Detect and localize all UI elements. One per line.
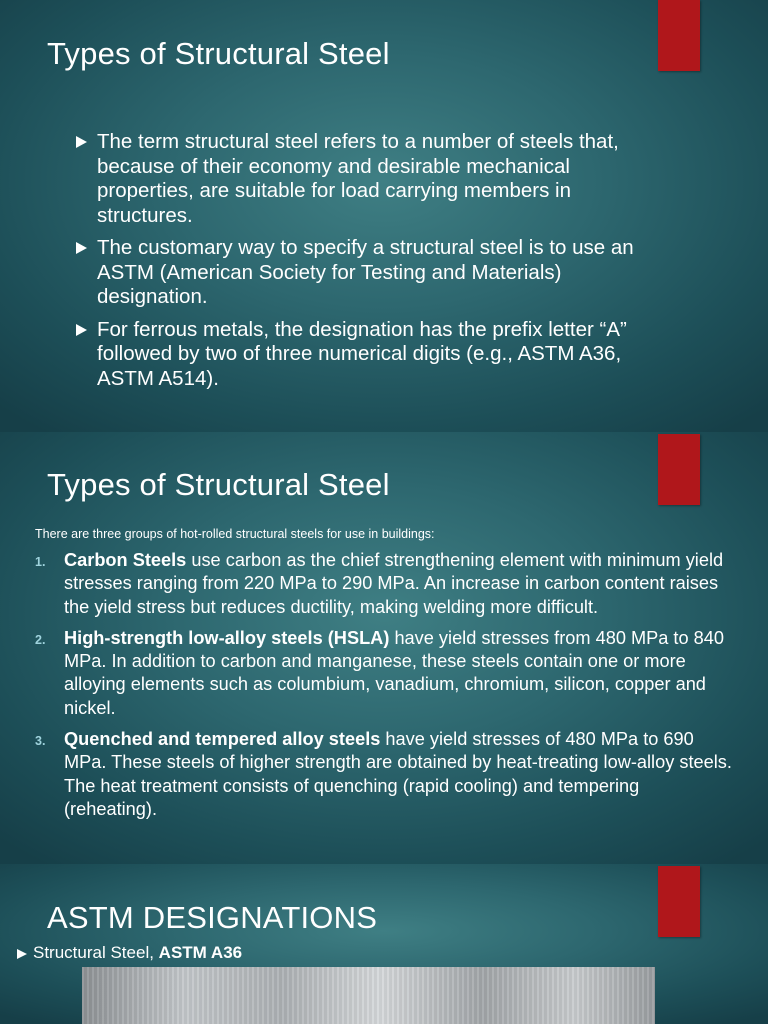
- item-heading: High-strength low-alloy steels (HSLA): [64, 627, 390, 648]
- item-text: have yield stresses from 480 MPa to 840 MPa. In addition to carbon and manganese, these steels contain one or more alloying elements such as columbium, vanadium, chromium, silicon, copper and nickel.: [64, 627, 725, 718]
- numbered-item: [35, 728, 735, 821]
- item-heading: Carbon Steels: [64, 550, 187, 570]
- slide-3: [0, 864, 768, 1024]
- item-number: 3.: [35, 734, 46, 749]
- slide-title: ASTM DESIGNATIONS: [47, 900, 378, 935]
- bullet-list: [76, 130, 636, 399]
- numbered-item: [35, 549, 735, 619]
- bullet-text: The customary way to specify a structural steel is to use an ASTM (American Society for Testing and Materials) designation.: [97, 236, 634, 308]
- steel-section-image: [82, 967, 655, 1024]
- accent-bar: [658, 434, 700, 505]
- bullet-text: Structural Steel,: [33, 943, 159, 962]
- bullet-text: For ferrous metals, the designation has the prefix letter “A” followed by two of three numerical digits (e.g., ASTM A36, ASTM A514).: [97, 317, 627, 390]
- bullet-triangle-icon: [76, 324, 87, 336]
- intro-text: There are three groups of hot-rolled structural steels for use in buildings:: [35, 527, 435, 541]
- accent-bar: [658, 866, 700, 937]
- bullet-item: [76, 130, 636, 228]
- item-number: 2.: [35, 632, 46, 647]
- bullet-triangle-icon: [76, 136, 87, 148]
- slide-2: [0, 432, 768, 864]
- slide-title: Types of Structural Steel: [47, 36, 390, 71]
- bullet-item: [76, 318, 636, 392]
- bullet-triangle-icon: [76, 242, 87, 254]
- item-heading: Quenched and tempered alloy steels: [64, 729, 381, 750]
- bullet-triangle-icon: [17, 949, 27, 959]
- item-number: 1.: [35, 555, 46, 569]
- bullet-bold-text: ASTM A36: [158, 943, 243, 962]
- numbered-item: [35, 627, 735, 720]
- item-text: have yield stresses of 480 MPa to 690 MPa. These steels of higher strength are obtained by heat-treating low-alloy steels. The heat treatment consists of quenching (rapid cooling) and tempering (reheating).: [64, 729, 732, 819]
- slide-1: [0, 0, 768, 432]
- slide-title: Types of Structural Steel: [47, 467, 390, 502]
- numbered-list: [35, 549, 735, 829]
- bullet-item: [17, 943, 242, 963]
- bullet-item: [76, 236, 636, 310]
- bullet-text: The term structural steel refers to a number of steels that, because of their economy and desirable mechanical properties, are suitable for load carrying members in structures.: [97, 130, 619, 227]
- accent-bar: [658, 0, 700, 71]
- item-text: use carbon as the chief strengthening element with minimum yield stresses ranging from 220 MPa to 290 MPa. An increase in carbon content raises the yield stress but reduces ductility, making welding more difficult.: [64, 550, 724, 617]
